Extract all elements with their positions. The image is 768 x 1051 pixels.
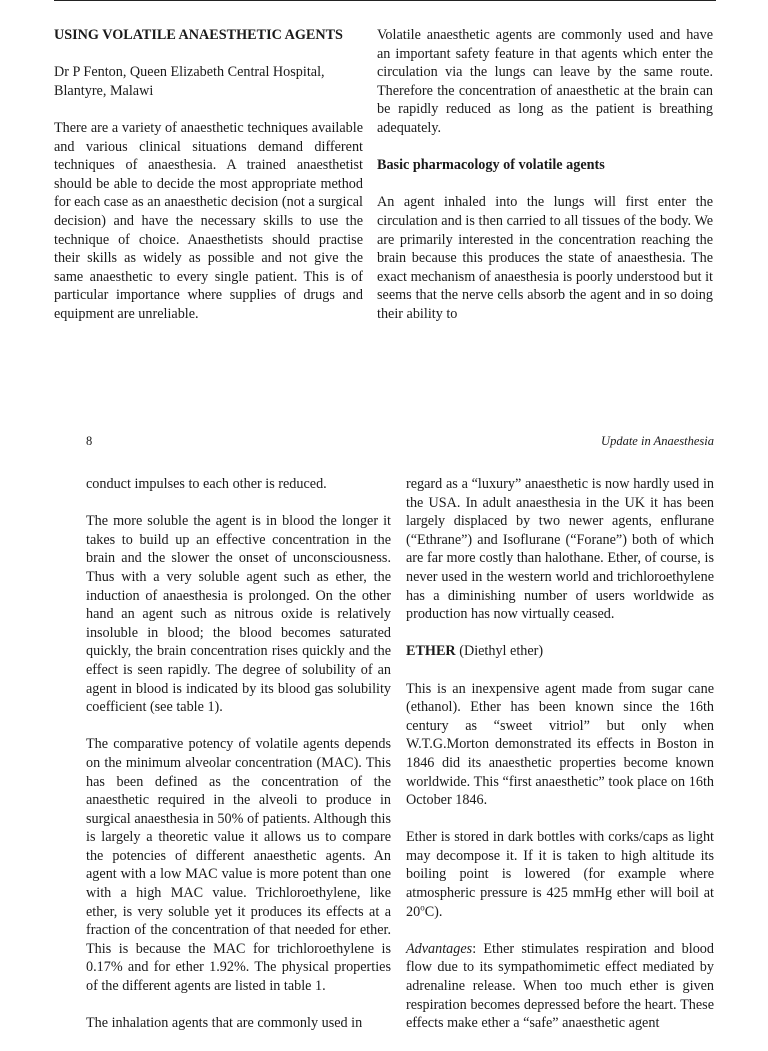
author-line: Dr P Fenton, Queen Elizabeth Central Hospital, Blantyre, Malawi — [54, 64, 325, 99]
ether-heading-line — [406, 642, 714, 661]
solubility-paragraph: The more soluble the agent is in blood the longer it takes to build up an effective concentration in the brain and the slower the onset of unconsciousness. Thus with a very soluble agent such as ether, the induction of anaesthesia is prolonged. On the other hand an agent such as nitrous oxide is relatively insoluble in blood; the blood becomes saturated quickly, the brain concentration rises quickly and the effect is seen rapidly. The degree of solubility of an agent in blood is indicated by its blood gas solubility coefficient (see table 1). — [86, 513, 391, 716]
ether-history-paragraph: This is an inexpensive agent made from sugar cane (ethanol). Ether has been known since the 16th century as “sweet vitriol” but only when W.T.G.Morton demonstrated its effects in Boston in 1846 did its anaesthetic properties become known worldwide. This “first anaesthetic” took place on 16th October 1846. — [406, 680, 714, 809]
page-number: 8 — [86, 434, 93, 448]
advantages-label: Advantages — [406, 940, 473, 957]
advantages-text: : Ether stimulates respiration and blood flow due to its sympathomimetic effect mediated by adrenaline release. When too much ether is given respiration becomes depressed before the heart. These effects make ether a “safe” anaesthetic agent — [406, 940, 714, 1032]
ether-advantages-paragraph — [406, 940, 714, 1033]
continued-paragraph: conduct impulses to each other is reduced. — [86, 476, 327, 492]
degree-mark: o — [420, 901, 425, 912]
mac-paragraph: The comparative potency of volatile agents depends on the minimum alveolar concentration (MAC). This has been defined as the concentration of the anaesthetic required in the alveoli to produce in surgical anaesthesia in 50% of patients. Although this is largely a theoretic value it allows us to compare the potencies of different anaesthetic agents. An agent with a low MAC value is more potent than one with a high MAC value. Trichloroethylene, like ether, is very soluble yet it produces its effects at a fraction of the concentration of that needed for ether. This is because the MAC for trichloroethylene is 0.17% and for ether 1.92%. The physical properties of the different agents are listed in table 1. — [86, 736, 391, 995]
ether-storage-paragraph — [406, 828, 714, 921]
top-right-column — [377, 26, 713, 342]
pharmacology-paragraph: An agent inhaled into the lungs will first enter the circulation and is then carried to all tissues of the body. We are primarily interested in the concentration reaching the brain because this produces the state of anaesthesia. The exact mechanism of anaesthesia is poorly understood but it seems that the nerve cells absorb the agent and in so doing their ability to — [377, 194, 713, 322]
intro-paragraph: There are a variety of anaesthetic techniques available and various clinical situations demand different techniques of anaesthesia. A trained anaesthetist should be able to decide the most appropriate method for each case as an anaesthetic decision (not a surgical decision) and have the necessary skills to use the technique of choice. Anaesthetists should practise their skills as widely as possible and not give the same anaesthetic to every single patient. This is of particular importance where supplies of drugs and equipment are unreliable. — [54, 119, 363, 322]
section-heading-pharmacology: Basic pharmacology of volatile agents — [377, 157, 605, 174]
article-title: USING VOLATILE ANAESTHETIC AGENTS — [54, 27, 343, 43]
journal-name: Update in Anaesthesia — [601, 434, 714, 448]
ether-heading: ETHER — [406, 643, 456, 660]
inhalation-agents-paragraph: The inhalation agents that are commonly used in — [86, 1015, 363, 1032]
bottom-right-column — [406, 475, 714, 1051]
ether-storage-text: Ether is stored in dark bottles with corks/caps as light may decompose it. If it is taken to high altitude its boiling point is lowered (for example where atmospheric pressure is 425 mmHg ether will boil at 20 — [406, 829, 714, 920]
ether-storage-end: C). — [424, 903, 443, 920]
bottom-left-column — [86, 475, 391, 1051]
top-rule — [54, 0, 716, 1]
ether-subheading: (Diethyl ether) — [459, 643, 544, 660]
luxury-anaesthetic-paragraph: regard as a “luxury” anaesthetic is now hardly used in the USA. In adult anaesthesia in the UK it has been largely displaced by two newer agents, enflurane (“Ethrane”) and Isoflurane (“Forane”) both of which are far more costly than halothane. Ether, of course, is never used in the western world and trichloroethylene has a diminishing number of users worldwide as production has now virtually ceased. — [406, 476, 714, 623]
top-left-column — [54, 26, 363, 342]
volatile-intro-paragraph: Volatile anaesthetic agents are commonly used and have an important safety feature in that agents which enter the circulation via the lungs can leave by the same route. Therefore the concentration of anaesthetic at the brain can be rapidly reduced as long as the patient is breathing adequately. — [377, 27, 713, 136]
